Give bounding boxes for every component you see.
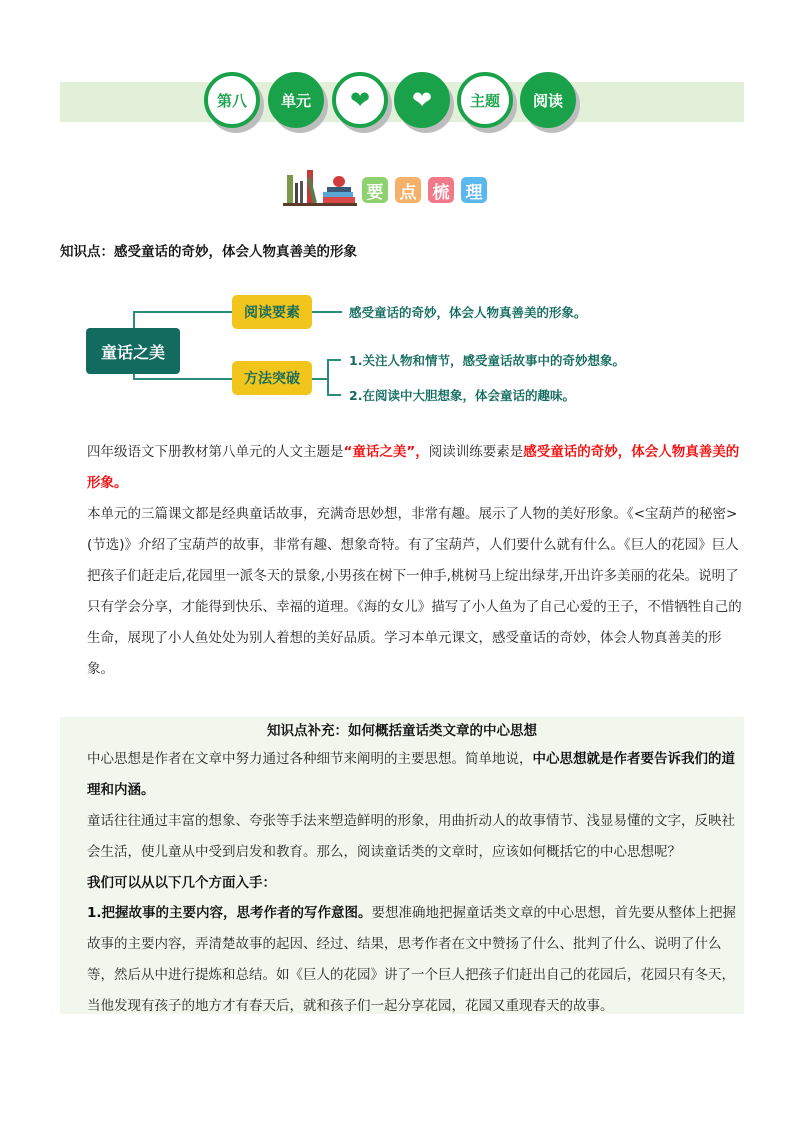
theme-highlight: “童话之美”， <box>343 444 429 460</box>
circle-label: 第八 <box>216 91 247 110</box>
connector <box>327 359 341 361</box>
bold-definition: 中心思想就是作者要告诉我们的道理和内涵。 <box>87 751 735 798</box>
mindmap-root: 童话之美 <box>86 328 180 374</box>
connector <box>133 311 135 329</box>
connector <box>327 394 341 396</box>
supplement-paragraph-3: 我们可以从以下几个方面入手： <box>87 875 276 891</box>
connector <box>327 359 329 395</box>
connector <box>133 311 232 313</box>
supplement-paragraph-4 <box>60 898 744 1022</box>
mindmap-leaf: 感受童话的奇妙，体会人物真善美的形象。 <box>349 305 587 320</box>
text: 四年级语文下册教材第八单元的人文主题是 <box>87 444 344 460</box>
header-circle-zhu-ti <box>457 72 513 128</box>
intro-paragraph-2: 本单元的三篇课文都是经典童话故事，充满奇思妙想，非常有趣。展示了人物的美好形象。《<宝葫芦的秘密>(节选)》介绍了宝葫芦的故事，非常有趣、想象奇特。有了宝葫芦，人们要什么就有什么。《巨人的花园》巨人把孩子们赶走后,花园里一派冬天的景象,小男孩在树下一伸手,桃树马上绽出绿芽,开出许多美丽的花朵。说明了只有学会分享，才能得到快乐、幸福的道理。《海的女儿》描写了小人鱼为了自己心爱的王子，不惜牺牲自己的生命，展现了小人鱼处处为别人着想的美好品质。学习本单元课文，感受童话的奇妙，体会人物真善美的形象。 <box>87 506 742 677</box>
circle-label: 单元 <box>280 91 311 110</box>
knowledge-point-heading: 知识点：感受童话的奇妙，体会人物真善美的形象 <box>60 244 357 260</box>
header-circle-heart-2 <box>394 72 450 128</box>
header-circle-heart-1 <box>332 72 388 128</box>
section-title <box>283 168 487 206</box>
connector <box>312 311 342 313</box>
header-circle-yue-du <box>520 72 576 128</box>
mindmap-branch-reading-elements: 阅读要素 <box>232 295 312 329</box>
supplement-paragraph-2: 童话往往通过丰富的想象、夸张等手法来塑造鲜明的形象，用曲折动人的故事情节、浅显易懂的文字，反映社会生活，使儿童从中受到启发和教育。那么，阅读童话类的文章时，应该如何概括它的中心思想呢？ <box>87 813 735 860</box>
text: 阅读训练要素是 <box>428 444 524 460</box>
heart-icon: ❤ <box>411 86 433 114</box>
mindmap-leaf: 2.在阅读中大胆想象，体会童话的趣味。 <box>349 388 575 403</box>
text: 中心思想是作者在文章中努力通过各种细节来阐明的主要思想。简单地说， <box>87 751 533 767</box>
mindmap-leaf: 1.关注人物和情节，感受童话故事中的奇妙想象。 <box>349 353 625 368</box>
header-circle-di-ba <box>204 72 260 128</box>
supplement-title: 知识点补充：如何概括童话类文章的中心思想 <box>267 723 537 739</box>
text: 要想准确地把握童话类文章的中心思想，首先要从整体上把握故事的主要内容，弄清楚故事的起因、经过、结果，思考作者在文中赞扬了什么、批判了什么、说明了什么等，然后从中进行提炼和总结。如《巨人的花园》讲了一个巨人把孩子们赶出自己的花园后，花园只有冬天，当他发现有孩子的地方才有春天后，就和孩子们一起分享花园，花园又重现春天的故事。 <box>87 905 737 1014</box>
intro-paragraph-1 <box>60 437 744 499</box>
supplement-paragraph-1 <box>60 744 744 806</box>
circle-label: 阅读 <box>532 91 563 110</box>
connector <box>312 378 328 380</box>
element-highlight: 感受童话的奇妙，体会人物真善美的形象。 <box>87 444 740 491</box>
circle-label: 主题 <box>469 91 500 110</box>
bold-point: 1.把握故事的主要内容，思考作者的写作意图。 <box>87 905 372 921</box>
title-tile-shu: 梳 <box>428 177 454 203</box>
header-circle-dan-yuan <box>268 72 324 128</box>
mindmap-branch-method: 方法突破 <box>232 361 312 395</box>
title-tile-dian: 点 <box>395 177 421 203</box>
books-icon <box>283 170 355 206</box>
title-tile-yao: 要 <box>362 177 388 203</box>
connector <box>133 378 232 380</box>
heart-icon: ❤ <box>349 86 371 114</box>
title-tile-li: 理 <box>461 177 487 203</box>
